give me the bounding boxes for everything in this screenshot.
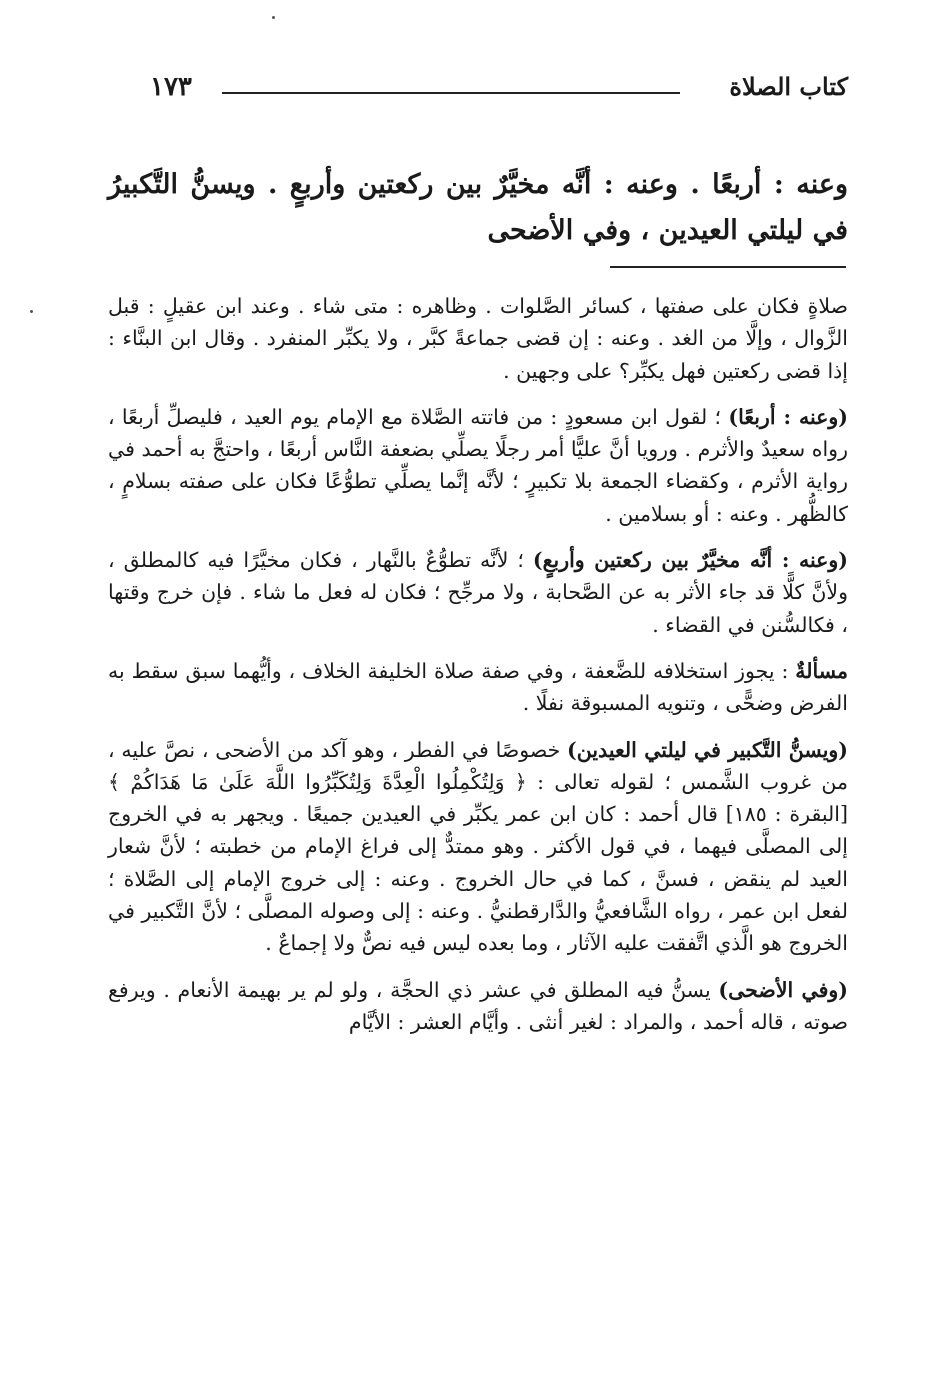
paragraph-text: : يجوز استخلافه للضَّعفة ، وفي صفة صلاة الخليفة الخلاف ، وأيُّهما سبق سقط به الفرض وضحًّى ، وتنويه المسبوقة نفلًا . [108, 658, 848, 716]
paragraph-lead: (ويسنُّ التَّكبير في ليلتي العيدين) [567, 737, 849, 762]
scan-speck [272, 16, 275, 19]
paragraph [108, 401, 848, 530]
scan-speck [30, 310, 33, 313]
matn-text: وعنه : أربعًا . وعنه : أنَّه مخيَّرٌ بين ركعتين وأربعٍ . ويسنُّ التَّكبيرُ في ليلتي العيدين ، وفي الأضحى [108, 169, 848, 246]
paragraph-lead: (وعنه : أربعًا) [728, 404, 848, 429]
paragraph-text: صلاةٍ فكان على صفتها ، كسائر الصَّلوات . وظاهره : متى شاء . وعند ابن عقيلٍ : قبل الزَّوال ، وإلَّا من الغد . وعنه : إن قضى جماعةً كبَّر ، ولا يكبِّر المنفرد . وقال ابن البنَّاء : إذا قضى ركعتين فهل يكبِّر؟ على وجهين . [108, 294, 848, 383]
paragraph-lead: (وفي الأضحى) [718, 977, 849, 1002]
paragraph-lead: (وعنه : أنَّه مخيَّرٌ بين ركعتين وأربعٍ) [532, 548, 848, 573]
paragraph-text: ؛ لأنَّه تطوُّعٌ بالنَّهار ، فكان مخيَّرًا فيه كالمطلق ، ولأنَّ كلًّا قد جاء الأثر به عن الصَّحابة ، ولا مرجِّح ؛ فكان له فعل ما شاء . فإن خرج وقتها ، فكالسُّنن في القضاء . [108, 548, 848, 637]
chapter-title: كتاب الصلاة [729, 72, 848, 101]
page-header [150, 72, 848, 112]
paragraph-text: خصوصًا في الفطر ، وهو آكد من الأضحى ، نصَّ عليه ، من غروب الشَّمس ؛ لقوله تعالى : ﴿ وَلِتُكْمِلُوا الْعِدَّةَ وَلِتُكَبِّرُوا اللَّهَ عَلَىٰ مَا هَدَاكُمْ ﴾ [البقرة : ١٨٥] قال أحمد : كان ابن عمر يكبِّر في العيدين جميعًا . ويجهر به في الخروج إلى المصلَّى فيهما ، في قول الأكثر . وهو ممتدٌّ إلى فراغ الإمام من خطبته ؛ لأنَّ شعار العيد لم ينقض ، فسنَّ ، كما في حال الخروج . وعنه : إلى خروج الإمام إلى الصَّلاة ؛ لفعل ابن عمر ، رواه الشَّافعيُّ والدَّارقطنيُّ . وعنه : إلى وصوله المصلَّى ؛ لأنَّ التَّكبير في الخروج هو الَّذي اتَّفقت عليه الآثار ، وما بعده ليس فيه نصٌّ ولا إجماعٌ . [108, 737, 849, 956]
paragraph-lead: مسألةٌ [795, 658, 848, 683]
matn-divider [610, 266, 846, 268]
paragraph [108, 734, 848, 960]
paragraph-text: يسنُّ فيه المطلق في عشر ذي الحجَّة ، ولو لم ير بهيمة الأنعام . ويرفع صوته ، قاله أحمد ، والمراد : لغير أنثى . وأيَّام العشر : الأيَّام [108, 977, 848, 1034]
commentary-body [108, 290, 848, 1052]
page-number: ١٧٣ [150, 72, 192, 102]
paragraph [108, 290, 848, 387]
paragraph [108, 974, 848, 1039]
header-divider [222, 92, 680, 94]
paragraph-text: ؛ لقول ابن مسعودٍ : من فاتته الصَّلاة مع الإمام يوم العيد ، فليصلِّ أربعًا ، رواه سعيدٌ والأثرم . ورويا أنَّ عليًّا أمر رجلًا يصلِّي بضعفة النَّاس أربعًا ، واحتجَّ به أحمد في رواية الأثرم ، وكقضاء الجمعة بلا تكبيرٍ ؛ لأنَّه إنَّما يصلِّي تطوُّعًا فكان على صفته بسلامٍ ، كالظُّهر . وعنه : أو بسلامين . [108, 404, 848, 526]
paragraph [108, 544, 848, 641]
paragraph [108, 655, 848, 720]
